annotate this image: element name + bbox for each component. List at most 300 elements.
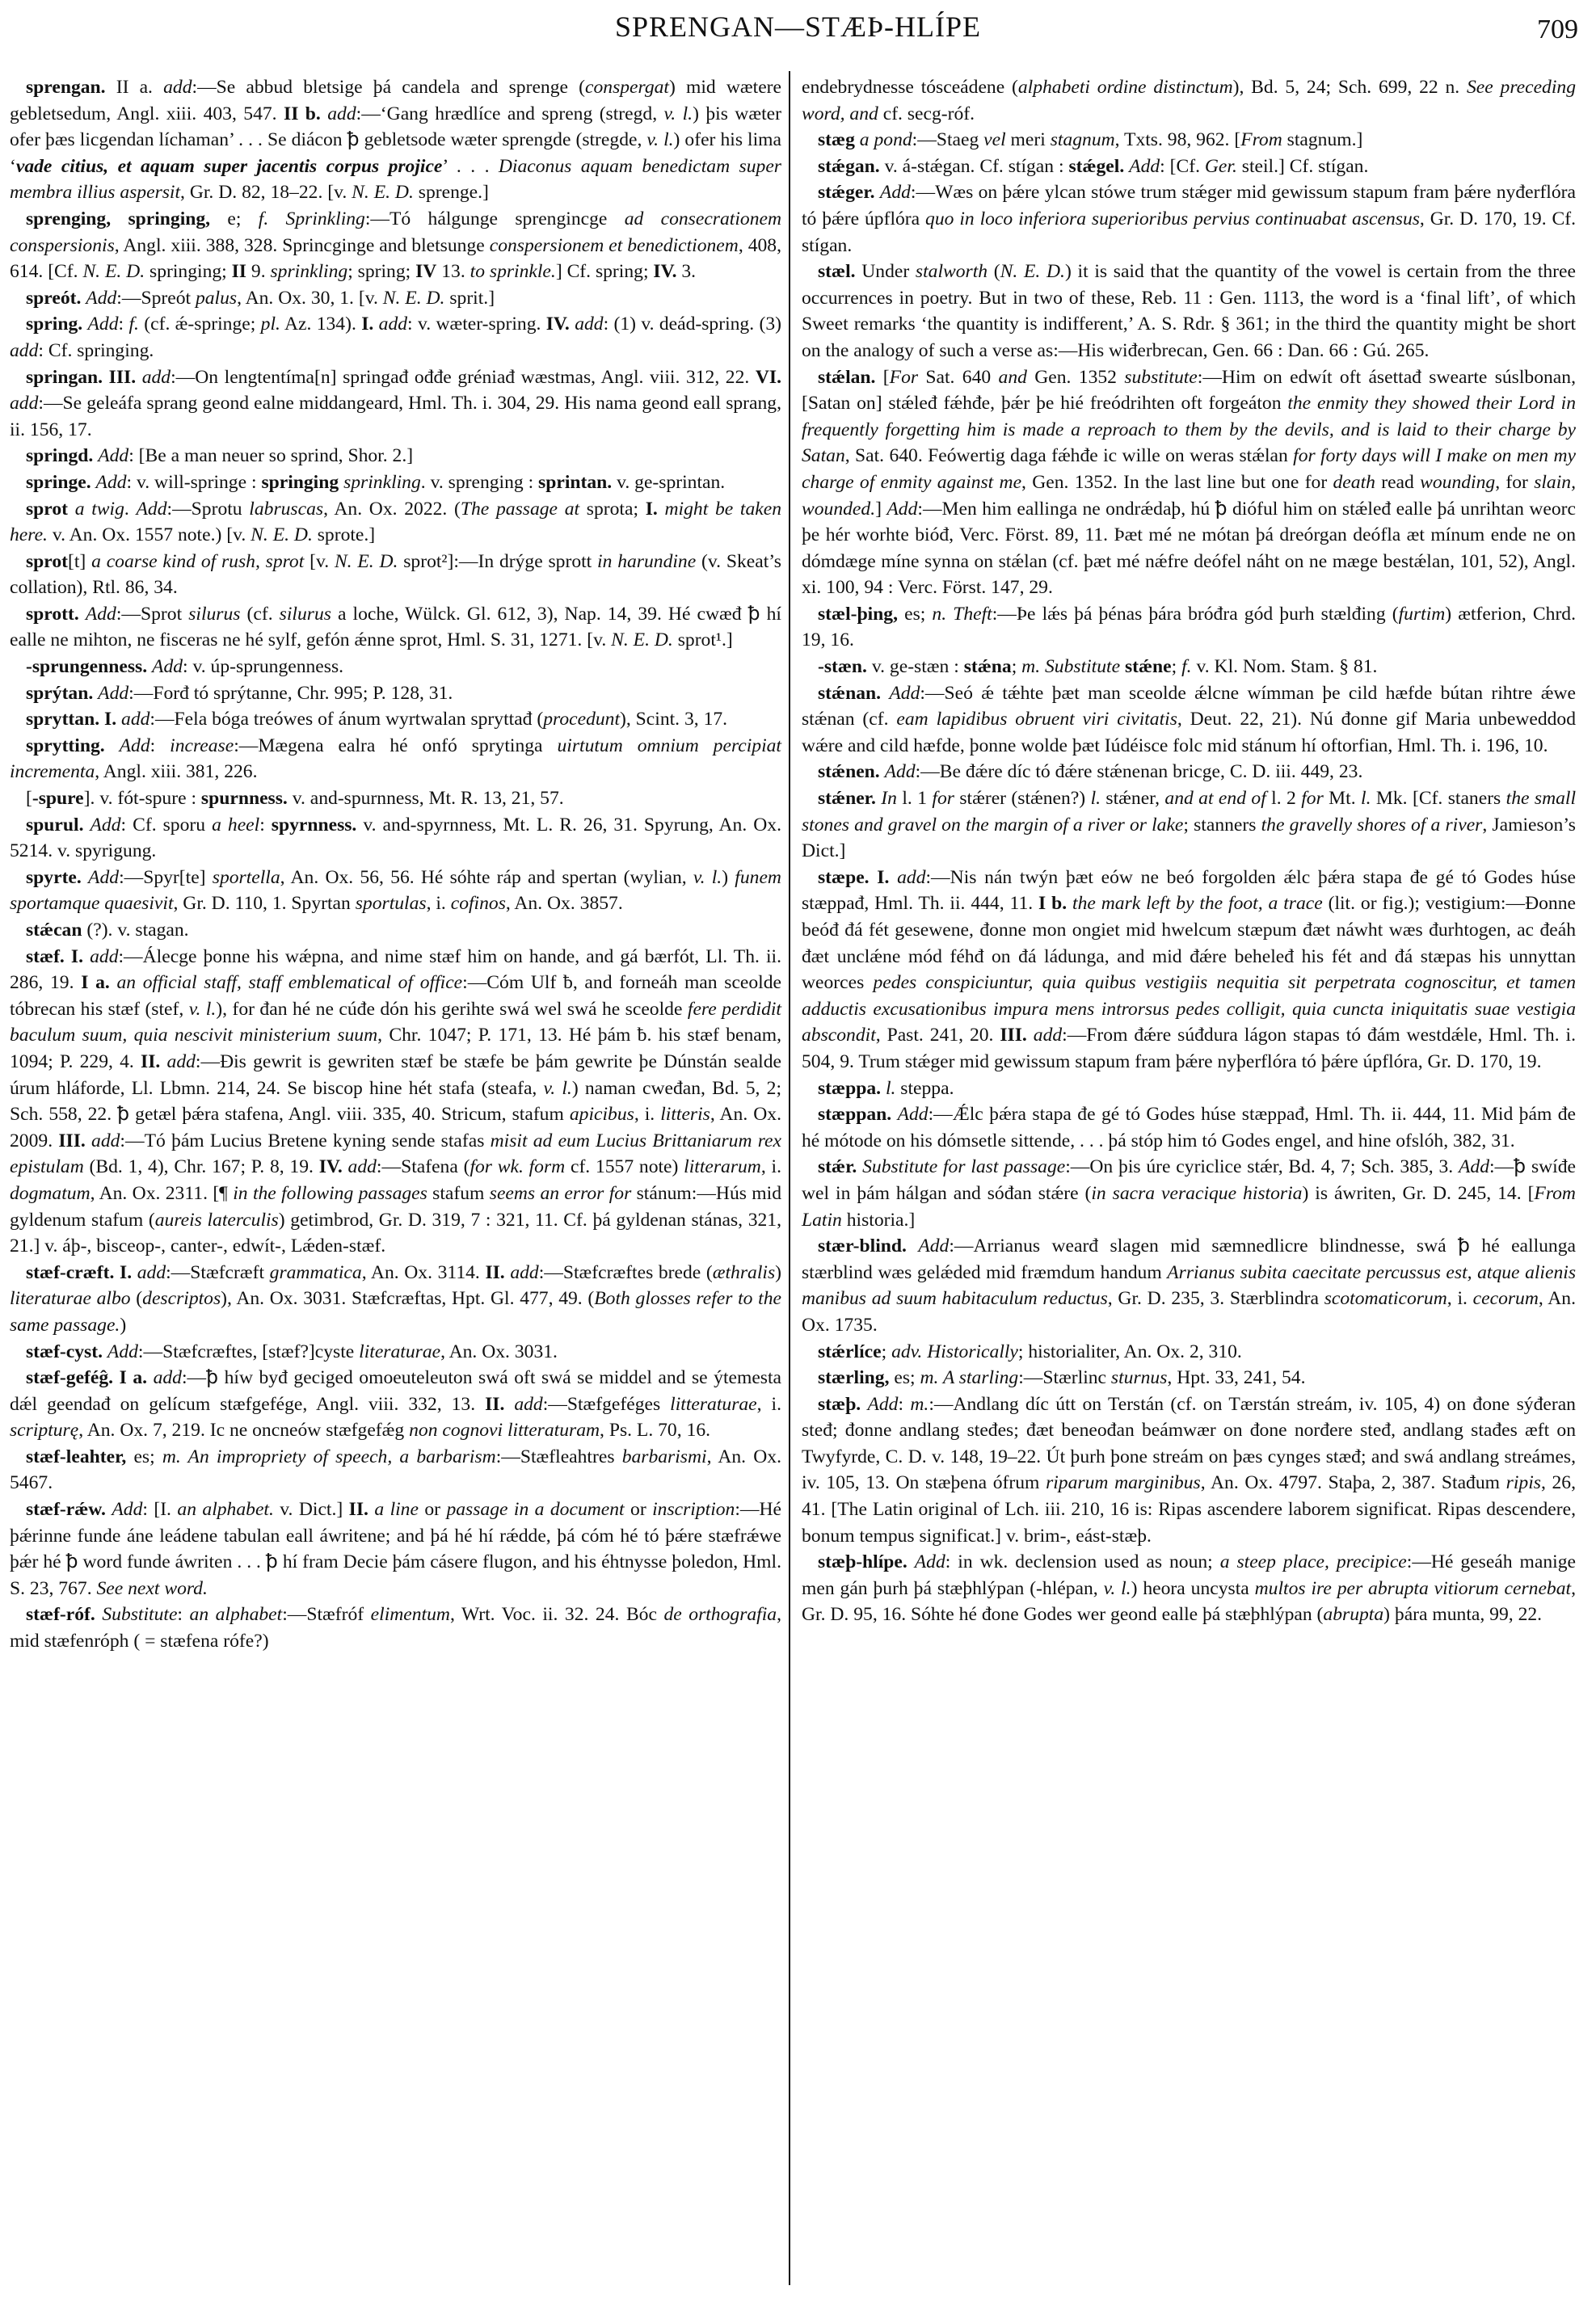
entry-text: Add	[112, 1499, 143, 1521]
entry-text: an alphabet.	[177, 1499, 274, 1521]
entry-text: I.	[70, 945, 84, 967]
entry-text	[86, 1130, 91, 1151]
entry-text: :—Stæfgeféges	[542, 1393, 671, 1415]
entry-text: Add	[119, 735, 150, 756]
entry-text: conspergat	[585, 77, 669, 98]
entry-text: (cf.	[240, 603, 280, 625]
entry-text: cofinos	[450, 893, 506, 915]
entry-text: :—ꝥ swíđe wel in þám hálgan and sóđan stǽre (	[802, 1156, 1576, 1204]
dictionary-entry	[10, 1260, 781, 1339]
entry-text: : v. wæter-spring.	[407, 314, 546, 335]
dictionary-entry	[10, 706, 781, 733]
entry-text: I.	[361, 314, 374, 335]
entry-text: inscription	[652, 1499, 735, 1521]
headword: -stæn.	[818, 656, 867, 678]
headword: stǽnan.	[818, 682, 882, 704]
entry-text: v. l.	[1103, 1577, 1131, 1599]
entry-text: furtim	[1398, 603, 1446, 625]
entry-text: ;	[1171, 656, 1182, 678]
entry-text: misit ad eum Lucius Brittaniarum rex epistulam	[10, 1130, 781, 1178]
entry-text: :—Sprot	[116, 603, 189, 625]
headword: springe.	[26, 471, 91, 493]
entry-text: v. ge-sprintan.	[612, 471, 726, 493]
entry-text: Add	[152, 656, 183, 678]
entry-text: the small stones and gravel on the margin of a river or lake	[802, 788, 1577, 836]
entry-text: add	[121, 709, 150, 730]
entry-text: :—Forđ tó sprýtanne, Chr. 995; P. 128, 31.	[128, 682, 453, 704]
entry-text: increase	[170, 735, 234, 756]
dictionary-entry	[802, 680, 1576, 760]
entry-text: :—Hé geseáh manige men gán þurh þá stæþhlýpan (-hlépan,	[802, 1551, 1576, 1599]
entry-text: sprot¹.]	[672, 629, 733, 651]
entry-text: read	[1375, 471, 1421, 493]
dictionary-entry	[802, 127, 1576, 154]
entry-text: N. E. D.	[382, 287, 445, 309]
headword: sprytting.	[26, 735, 105, 756]
dictionary-entry	[10, 311, 781, 364]
entry-text: sprota;	[579, 498, 646, 520]
entry-text: passage in a document	[446, 1499, 625, 1521]
entry-text: , Sat. 640. Feówertig daga fǽhđe ic wille on weras stǽlan	[844, 445, 1294, 467]
entry-text: :—Staeg	[912, 129, 984, 151]
entry-text: litteris	[660, 1104, 710, 1126]
entry-text: adv. Historically	[891, 1341, 1018, 1362]
entry-text: :—Seó ǽ tǽhte þæt man sceolde ǽlcne wímman þe cild hæfde bútan rihtre ǽwe stǽnan (cf.	[802, 682, 1576, 730]
entry-text: The passage at	[460, 498, 580, 520]
entry-text: or	[418, 1499, 447, 1521]
entry-text: add	[320, 103, 356, 124]
entry-text: wounding	[1420, 471, 1496, 493]
entry-text: For	[889, 366, 919, 388]
entry-text: :—Stafena (	[376, 1156, 470, 1178]
entry-text: : Cf. springing.	[38, 339, 154, 361]
entry-text: stagnum	[1050, 129, 1115, 151]
entry-text: , An. Ox. 2022. (	[323, 498, 461, 520]
entry-text: descriptos	[142, 1288, 221, 1310]
entry-text: spyrnness.	[271, 814, 357, 836]
headword: sprot	[26, 498, 69, 520]
entry-text: or	[624, 1499, 653, 1521]
headword: stæppa.	[818, 1077, 882, 1099]
entry-text: add	[10, 393, 39, 415]
entry-text: In	[881, 788, 897, 810]
entry-text: sportulas	[355, 893, 427, 915]
entry-text: : (1) v. deád-spring. (3)	[603, 314, 781, 335]
entry-text: :—Stærlinc	[1018, 1367, 1111, 1389]
entry-text: IV	[415, 261, 437, 283]
entry-text: , i.	[1447, 1288, 1473, 1310]
column-divider	[789, 71, 790, 2285]
entry-text: , Gr. D. 95, 16. Sóhte hé đone Godes wer geond ealle þá stæþhlýpan (	[802, 1577, 1576, 1626]
entry-text	[113, 1367, 120, 1388]
entry-text: . v. sprenging :	[420, 471, 539, 493]
entry-text: stafum	[427, 1182, 490, 1204]
entry-text: substitute	[1124, 366, 1198, 388]
entry-text: multos ire per abrupta vitiorum cernebat	[1254, 1577, 1572, 1599]
entry-text	[103, 367, 109, 388]
entry-text: f. Sprinkling	[258, 208, 365, 229]
entry-text: :—Tó þám Lucius Bretene kyning sende stafas	[120, 1130, 491, 1151]
entry-text: ] Cf. spring;	[555, 261, 654, 283]
entry-text: See preceding word, and	[802, 77, 1576, 124]
entry-text	[658, 499, 665, 520]
entry-text: riparum marginibus	[1046, 1472, 1201, 1494]
entry-text: :—Nis nán twýn þæt eów ne beó forgolden ǽlc þǽra stapa đe gé tó Godes húse stæppađ, Hml. Th. ii. 444, 11.	[802, 866, 1576, 915]
entry-text: ), Scint. 3, 17.	[620, 709, 728, 730]
entry-text: Add	[90, 814, 121, 836]
entry-text: :—Spyr[te]	[119, 866, 213, 888]
dictionary-entry	[802, 865, 1576, 1076]
entry-text: pedes conspiciuntur, quia quibus vestigiis nequitia sit perpetrata cognoscitur, et tamen adductis excusationibus impura mens introrsus pedes colligit, quia cuncta iniquitatis suae vestigia abscondit	[802, 972, 1576, 1046]
entry-text: :—Se geleáfa sprang geond ealne middangeard, Hml. Th. i. 304, 29. His nama geond eall sprang, ii. 156, 17.	[10, 393, 781, 440]
entry-text: Add	[95, 471, 127, 493]
entry-text: a twig	[74, 498, 124, 520]
entry-text: : v. will-springe :	[126, 471, 262, 493]
entry-text	[83, 946, 90, 967]
entry-text: :—Stæfcræft	[166, 1261, 270, 1283]
entry-text: ), Bd. 5, 24; Sch. 699, 22 n.	[1232, 77, 1467, 98]
entry-text: ]. v. fót-spure :	[83, 788, 201, 810]
headword: stæpe.	[818, 866, 870, 888]
entry-text: , An. Ox. 7, 219. Ic ne oncneów stæfgefǽg	[78, 1420, 410, 1442]
headword: stǽrlíce	[818, 1341, 882, 1362]
entry-text: N. E. D.	[334, 550, 398, 572]
dictionary-entry	[10, 812, 781, 865]
entry-text: sprinkling	[270, 261, 348, 283]
entry-text: stagnum.]	[1282, 129, 1363, 151]
page-number: 709	[1537, 15, 1578, 44]
entry-text	[1027, 1025, 1034, 1046]
entry-text: silurus	[188, 603, 241, 625]
entry-text: VI.	[755, 366, 781, 388]
entry-text: labruscas	[249, 498, 324, 520]
entry-text	[504, 1394, 514, 1415]
entry-text: II b.	[284, 103, 321, 124]
entry-text: add	[514, 1393, 543, 1415]
dictionary-entry	[10, 285, 781, 312]
entry-text: , An. Ox. 56, 56. Hé sóhte ráp and spertan (wylian,	[280, 866, 693, 888]
entry-text: Add	[98, 445, 129, 467]
entry-text: literaturae albo	[10, 1288, 131, 1310]
headword: stæl.	[818, 261, 856, 283]
entry-text: the enmity they showed their Lord in frequently forgetting him is made a reproach to them by the devils, and is laid to their charge by Satan	[802, 393, 1576, 467]
entry-text: , i.	[426, 893, 451, 915]
entry-text: N. E. D.	[251, 524, 313, 546]
entry-text: ) naman cweđan, Bd. 5, 2; Sch. 558, 22. ꝥ getæl þǽra stafena, Angl. viii. 335, 40. Stricum, stafum	[10, 1077, 781, 1126]
headword: spurul.	[26, 814, 84, 836]
entry-text: quo in loco inferiora superioribus pervius continuabat ascensus	[925, 208, 1420, 229]
entry-text: stalworth	[915, 261, 988, 283]
entry-text: stǽner,	[1101, 788, 1165, 810]
entry-text: add	[10, 339, 39, 361]
entry-text: palus	[195, 287, 238, 309]
entry-text	[907, 1551, 915, 1572]
headword: springd.	[26, 445, 94, 467]
headword: spryttan.	[26, 709, 100, 730]
entry-text: Both glosses refer to the same passage.	[10, 1288, 781, 1336]
entry-text: sprote.]	[312, 524, 376, 546]
entry-text: :—Álecge þonne his wǽpna, and nime stæf him on hande, and gá bærfót, Ll. Th. ii. 286, 19.	[10, 945, 781, 994]
entry-text: Add	[886, 498, 918, 520]
entry-text: ), An. Ox. 3031. Stæfcræftas, Hpt. Gl. 477, 49. (	[221, 1288, 595, 1310]
entry-text: , Wrt. Voc. ii. 32. 24. Bóc	[449, 1604, 664, 1626]
entry-text: meri	[1005, 129, 1051, 151]
dictionary-entry	[802, 259, 1576, 364]
entry-text: vade citius, et aquam super jacentis corpus projice	[15, 155, 443, 177]
right-column	[802, 74, 1576, 1628]
entry-text: a heel	[212, 814, 260, 836]
headword: stæg	[818, 129, 855, 151]
entry-text	[79, 604, 86, 625]
entry-text: cecorum	[1472, 1288, 1539, 1310]
entry-text: l.	[1361, 788, 1371, 810]
entry-text: ) heora uncysta	[1131, 1577, 1255, 1599]
entry-text: IV.	[318, 1156, 343, 1178]
entry-text: :—Andlang díc útt on Terstán (cf. on Tærstán streám, iv. 105, 4) on đone sýđeran steđ; đonne andlang steđes; đæt beneođan beámwær on đone norđere steđ, andlang stađes æft on Twyfyrde, C. D. v. 148, 19–22. Út þurh þone streám on þæs cynges stæđ; and swá andlang streámes, iv. 105, 13. On stæþena ófrum	[802, 1393, 1576, 1494]
entry-text: , 408, 614. [Cf.	[10, 234, 781, 283]
headword: sprengan.	[26, 77, 106, 98]
headword: stæppan.	[818, 1104, 892, 1126]
entry-text: Add	[918, 1235, 950, 1257]
headword: stǽcan	[26, 920, 82, 941]
entry-text: Mk. [Cf. staners	[1371, 788, 1506, 810]
entry-text: :	[149, 735, 171, 756]
entry-text: l. 2	[1265, 788, 1302, 810]
entry-text: sprenge.]	[413, 182, 489, 204]
dictionary-entry	[802, 1154, 1576, 1233]
headword: stæþ.	[818, 1393, 861, 1415]
entry-text: II	[231, 261, 246, 283]
headword: stǽgan.	[818, 155, 880, 177]
entry-text: :—Arrianus wearđ slagen mid sæmnedlicre blindnesse, swá ꝥ hé eallunga stærblind wæs gelǽded mid fræmdum handum	[802, 1235, 1576, 1283]
entry-text: N. E. D.	[611, 629, 673, 651]
dictionary-entry	[10, 654, 781, 680]
entry-text: , Angl. xiii. 381, 226.	[95, 761, 258, 783]
dictionary-entry	[10, 733, 781, 785]
entry-text: e;	[210, 208, 259, 229]
entry-text	[881, 683, 889, 704]
entry-text: sprot²]:—In drýge sprott	[398, 550, 598, 572]
dictionary-entry	[802, 1076, 1576, 1102]
entry-text: I.	[104, 709, 117, 730]
entry-text: Add	[85, 603, 116, 625]
entry-text: :—Stæfleahtres	[495, 1446, 622, 1467]
entry-text: (cf. ǽ-springe;	[138, 314, 261, 335]
entry-text: I b.	[1038, 893, 1068, 915]
entry-text: IV.	[545, 314, 570, 335]
headword: stæf.	[26, 945, 65, 967]
entry-text: II.	[141, 1050, 161, 1072]
entry-text: ) þis wæter ofer þæs licgendan líchaman’ . . . Se diácon ꝥ gebletsode wæter sprengde (stregde,	[10, 103, 781, 151]
dictionary-entry	[10, 917, 781, 944]
entry-text: , Chr. 1047; P. 171, 13. Hé þám ƀ. his stæf benam, 1094; P. 229, 4.	[10, 1025, 781, 1072]
entry-text: m. A starling	[920, 1367, 1019, 1389]
entry-text: sprinkling	[343, 471, 421, 493]
entry-text: springing	[261, 471, 339, 493]
entry-text: death	[1333, 471, 1375, 493]
dictionary-entry	[10, 74, 781, 206]
entry-text: ) ofer his lima ‘	[10, 129, 781, 177]
dictionary-entry	[802, 364, 1576, 601]
entry-text: III.	[108, 366, 137, 388]
dictionary-entry	[10, 469, 781, 496]
entry-text: Add	[1129, 155, 1160, 177]
entry-text: ; stanners	[1183, 814, 1261, 836]
entry-text: II.	[348, 1499, 368, 1521]
dictionary-entry	[802, 179, 1576, 259]
headword: springan.	[26, 366, 103, 388]
headword: spring.	[26, 314, 83, 335]
entry-text: N. E. D.	[1000, 261, 1065, 283]
entry-text: Add	[86, 287, 117, 309]
headword: stæþ-hlípe.	[818, 1551, 907, 1573]
headword: -sprungenness.	[26, 656, 148, 678]
entry-text: de orthografia	[663, 1604, 777, 1626]
dictionary-entry	[10, 549, 781, 601]
entry-text: m. An impropriety of speech, a barbarism	[162, 1446, 496, 1467]
entry-text	[870, 867, 878, 888]
entry-text: :—Se abbud bletsige þá candela and sprenge (	[192, 77, 585, 98]
entry-text: :—‘Gang hrædlíce and spreng (stregd,	[356, 103, 664, 124]
entry-text: : [I.	[142, 1499, 178, 1521]
dictionary-entry	[10, 680, 781, 707]
entry-text: a line	[374, 1499, 419, 1521]
entry-text: f.	[1181, 656, 1192, 678]
entry-text: m.	[910, 1393, 929, 1415]
entry-text: es;	[126, 1446, 162, 1467]
entry-text: : Cf. sporu	[120, 814, 213, 836]
entry-text: non cognovi litteraturam	[409, 1420, 600, 1442]
entry-text: ]	[875, 498, 887, 520]
entry-text: and at end of	[1164, 788, 1266, 810]
entry-text: ) getimbrod, Gr. D. 319, 7 : 321, 11. Cf. þá gyldenan stánas, 321, 21.] v. áþ-, bisceop-, canter-, edwít-, Lǽden-stæf.	[10, 1209, 781, 1257]
entry-text: vel	[983, 129, 1006, 151]
entry-text: :—On þis úre cyriclice stǽr, Bd. 4, 7; Sch. 385, 3.	[1065, 1156, 1459, 1178]
entry-text: [v.	[304, 550, 335, 572]
entry-text: :—Mægena ealra hé onfó sprytinga	[234, 735, 558, 756]
entry-text: Add	[107, 1341, 138, 1362]
entry-text: stǽna	[963, 656, 1012, 678]
entry-text	[83, 815, 90, 836]
entry-text: See next word.	[96, 1577, 208, 1599]
dictionary-entry	[802, 74, 1576, 127]
entry-text	[68, 499, 75, 520]
entry-text: :—Đis gewrit is gewriten stæf be stæfe be þám gewrite þe Dúnstán sealde úrum hláforde, Ll. Lbmn. 214, 24. Se biscop hine hét stafa (steafa,	[10, 1050, 781, 1099]
entry-text: Add	[87, 314, 119, 335]
entry-text: :—Þe lǽs þá þénas þára bróđra gód þurh stælđing (	[992, 603, 1399, 625]
entry-text	[1067, 893, 1072, 914]
entry-text: a coarse kind of rush, sprot	[91, 550, 305, 572]
entry-text: abrupta	[1323, 1604, 1384, 1626]
entry-text: :—Spreót	[116, 287, 196, 309]
entry-text: : [Cf.	[1160, 155, 1205, 177]
entry-text: Gen. 1352	[1026, 366, 1125, 388]
dictionary-entry	[802, 1101, 1576, 1154]
dictionary-entry	[10, 496, 781, 549]
entry-text: ) it is said that the quantity of the vowel is certain from the three occurrences in poetry. But in two of these, Reb. 11 : Gen. 1113, the word is a ‘final lift’, of which Sweet remarks ‘the quantity is indifferent,’ A. S. Rdr. § 361; in the third the quantity might be short on the analogy of such a verse as:—His wiđerbrecan, Gen. 66 : Dan. 66 : Gú. 265.	[802, 261, 1576, 361]
headword: stæf-cræft.	[26, 1261, 115, 1283]
left-column	[10, 74, 781, 1655]
entry-text: III.	[1000, 1025, 1027, 1046]
entry-text: (Bd. 1, 4), Chr. 167; P. 8, 19.	[83, 1156, 319, 1178]
entry-text: v. Dict.]	[273, 1499, 349, 1521]
entry-text	[82, 867, 88, 888]
headword: sprott.	[26, 603, 79, 625]
entry-text: , Txts. 98, 962. [	[1114, 129, 1241, 151]
entry-text: Ger.	[1204, 155, 1237, 177]
dictionary-entry	[10, 865, 781, 917]
entry-text: v. and-spyrnness, Mt. L. R. 26, 31. Spyrung, An. Ox. 5214. v. spyrigung.	[10, 814, 781, 862]
entry-text: [	[875, 366, 890, 388]
dictionary-entry	[802, 1549, 1576, 1628]
entry-text: l. 1	[896, 788, 933, 810]
entry-text: add	[137, 1261, 166, 1283]
headword: stæf-róf.	[26, 1604, 95, 1626]
entry-text: , Gr. D. 170, 19. Cf. stígan.	[802, 208, 1577, 256]
entry-text: dogmatum	[10, 1182, 91, 1204]
entry-text	[136, 367, 142, 388]
entry-text: Add	[889, 682, 920, 704]
entry-text: æthralis	[712, 1261, 776, 1283]
entry-text: v. and-spurnness, Mt. R. 13, 21, 57.	[287, 788, 564, 810]
entry-text: v. á-stǽgan. Cf. stígan :	[879, 155, 1069, 177]
entry-text: silurus	[279, 603, 331, 625]
headword: stæl-þing,	[818, 603, 898, 625]
dictionary-entry	[802, 1365, 1576, 1391]
entry-text: aureis laterculis	[154, 1209, 279, 1231]
entry-text: add	[166, 1050, 196, 1072]
entry-text: add	[91, 1130, 120, 1151]
entry-text: springing;	[145, 261, 232, 283]
headword: stǽr.	[818, 1156, 857, 1178]
entry-text: a steep place, precipice	[1219, 1551, 1407, 1573]
entry-text: and	[998, 366, 1027, 388]
entry-text: I a.	[81, 972, 110, 994]
entry-text: ad consecrationem conspersionis	[10, 208, 781, 256]
entry-text: for	[932, 788, 954, 810]
entry-text: I.	[645, 498, 658, 520]
entry-text: add	[575, 314, 604, 335]
entry-text: seems an error for	[489, 1182, 632, 1204]
dictionary-entry	[10, 364, 781, 444]
entry-text: N. E. D.	[82, 261, 145, 283]
headword: stærling,	[818, 1367, 890, 1389]
entry-text: : [Be a man neuer so sprind, Shor. 2.]	[128, 445, 414, 467]
headword: stær-blind.	[818, 1235, 907, 1257]
entry-text: v. l.	[663, 103, 693, 124]
entry-text: eam lapidibus obruent viri civitatis	[896, 709, 1177, 730]
entry-text: , for	[1495, 471, 1535, 493]
entry-text: :—Cóm Ulf ƀ, and forneáh man sceolde tóbrecan his stæf (stef,	[10, 972, 782, 1020]
entry-text: Diaconus aquam benedictam super membra illius aspersit	[10, 155, 781, 204]
entry-text: apicibus	[569, 1104, 634, 1126]
entry-text: ), for đan hé ne cúđe dón his gerihte swá wel swá he sceolde	[216, 998, 688, 1020]
entry-text: barbarismi	[621, 1446, 707, 1467]
entry-text: v. Kl. Nom. Stam. § 81.	[1191, 656, 1378, 678]
entry-text: I a.	[119, 1367, 148, 1389]
entry-text: :—Men him eallinga ne ondrǽdaþ, hú ꝥ dióful him on stǽleđ ealle þá unrihtan weorc þe hér worhte bióđ, Verc. Först. 89, 11. Þæt mé ne mótan þá dreórgan deófla æt mínum ende ne on dómdæge míne synna on stǽlan (cf. þæt mé nǽfre deófel náht on ne mæge bestǽlan, 101, 52), Angl. xi. 100, 94 : Verc. Först. 147, 29.	[802, 498, 1576, 599]
entry-text: in sacra veracique historia	[1091, 1182, 1303, 1204]
dictionary-entry	[802, 1233, 1576, 1338]
entry-text: :—Tó hálgunge sprengincge	[364, 208, 625, 229]
entry-text	[891, 1104, 897, 1125]
headword: stǽger.	[818, 182, 875, 204]
entry-text: II a.	[105, 77, 164, 98]
entry-text: )	[722, 866, 735, 888]
entry-text: From	[1240, 129, 1282, 151]
dictionary-entry	[802, 1391, 1576, 1550]
entry-text: might be taken here.	[10, 498, 782, 546]
